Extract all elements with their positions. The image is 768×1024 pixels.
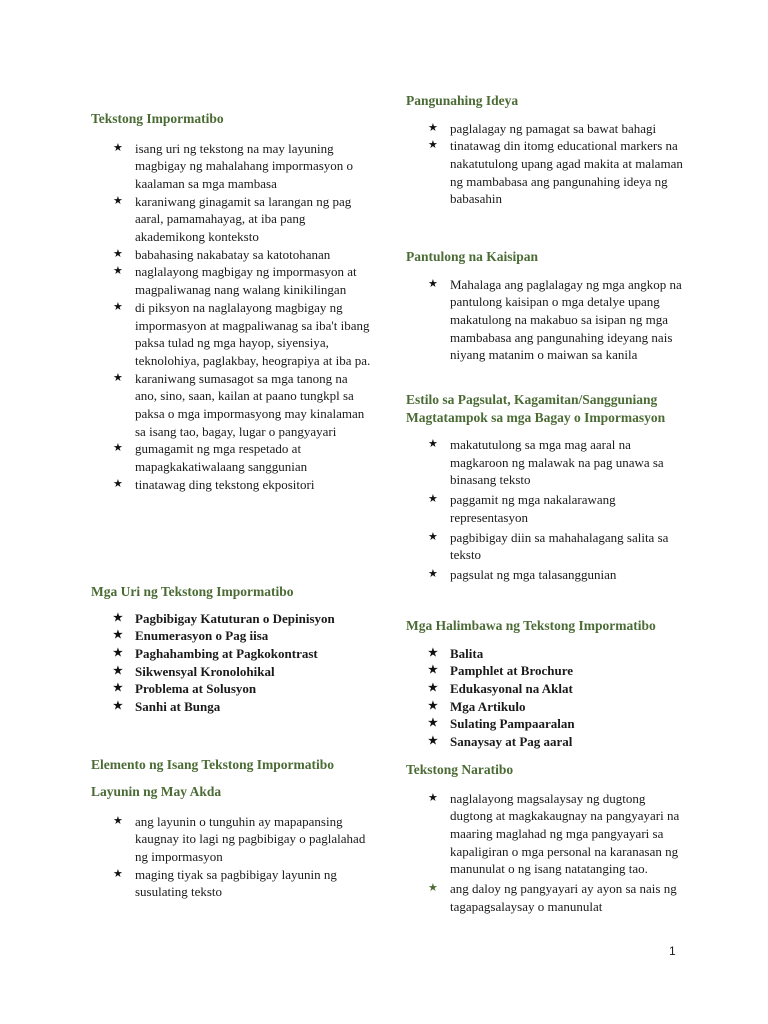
bullet-list [91, 610, 371, 716]
star-bullet-icon: ★ [113, 477, 123, 490]
list-item [428, 680, 691, 698]
bullet-list [91, 813, 371, 902]
star-bullet-icon: ★ [428, 882, 438, 895]
list-item [428, 436, 691, 489]
list-item-text: Sanhi at Bunga [135, 699, 221, 715]
list-item [428, 880, 691, 915]
list-item [428, 491, 691, 526]
list-item-text: naglalayong magbigay ng impormasyon at magpaliwanag nang walang kinikilingan [135, 264, 357, 298]
section-heading: Layunin ng May Akda [91, 784, 222, 799]
list-item-text: Pamphlet at Brochure [450, 663, 574, 679]
section-pangunahing-ideya [406, 92, 691, 208]
list-item [428, 566, 691, 584]
star-bullet-icon: ★ [428, 530, 438, 543]
list-item [113, 866, 371, 901]
star-bullet-icon: ★ [113, 629, 123, 642]
star-bullet-icon: ★ [113, 646, 123, 659]
star-bullet-icon: ★ [428, 438, 438, 450]
section-heading-line-1: Estilo sa Pagsulat, Kagamitan/Sangguniang [406, 392, 658, 407]
list-item [113, 698, 371, 716]
list-item [113, 246, 371, 264]
list-item-text: karaniwang ginagamit sa larangan ng pag aaral, pamamahayag, at iba pang akademikong konteksto [135, 193, 352, 245]
list-item-text: Mga Artikulo [450, 698, 526, 714]
star-bullet-icon: ★ [428, 791, 438, 804]
section-heading: Mga Uri ng Tekstong Impormatibo [91, 584, 294, 599]
list-item [113, 193, 371, 246]
list-item [113, 680, 371, 698]
star-bullet-icon: ★ [428, 139, 438, 152]
star-bullet-icon: ★ [113, 611, 123, 624]
list-item [428, 715, 691, 733]
star-bullet-icon: ★ [113, 300, 123, 313]
star-bullet-icon: ★ [113, 814, 123, 827]
star-bullet-icon: ★ [113, 700, 123, 713]
list-item [428, 698, 691, 716]
list-item-text: Sulating Pampaaralan [450, 716, 575, 732]
bullet-list [406, 276, 691, 365]
list-item-text: Edukasyonal na Aklat [450, 680, 573, 696]
list-item-text: paglalagay ng pamagat sa bawat bahagi [450, 120, 657, 136]
star-bullet-icon: ★ [113, 141, 123, 154]
star-bullet-icon: ★ [428, 664, 438, 677]
section-heading: Tekstong Naratibo [406, 762, 514, 777]
list-item-text: tinatawag din itomg educational markers na nakatutulong upang agad makita at malaman ng mambabasa ang pangunahing ideya ng babasahin [450, 138, 683, 207]
list-item-text: pagsulat ng mga talasanggunian [450, 566, 617, 582]
list-item [113, 440, 371, 475]
star-bullet-icon: ★ [428, 567, 438, 580]
list-item-text: maging tiyak sa pagbibigay layunin ng susulating teksto [135, 866, 337, 900]
star-bullet-icon: ★ [113, 371, 123, 384]
bullet-list [406, 436, 691, 584]
bullet-list [406, 790, 691, 916]
list-item-text: Problema at Solusyon [135, 681, 257, 697]
list-item-text: Mahalaga ang paglalagay ng mga angkop na pantulong kaisipan o mga detalye upang makatulong na makabuo sa isipan ng mga mambabasa ang pangunahing ideyang nais niyang matanim o maiwan sa kanila [450, 276, 682, 363]
section-heading: Pangunahing Ideya [406, 93, 519, 108]
bullet-list [406, 120, 691, 209]
list-item [428, 662, 691, 680]
star-bullet-icon: ★ [113, 194, 123, 207]
section-mga-uri [91, 583, 371, 716]
section-estilo [406, 391, 691, 584]
list-item-text: makatutulong sa mga mag aaral na magkaroon ng malawak na pag unawa sa binasang teksto [450, 437, 664, 488]
list-item [113, 140, 371, 193]
star-bullet-icon: ★ [113, 247, 123, 260]
list-item-text: isang uri ng tekstong na may layuning magbigay ng mahalahang impormasyon o kaalaman sa mga mambasa [135, 140, 354, 191]
star-bullet-icon: ★ [428, 681, 438, 694]
section-elemento [91, 756, 371, 774]
list-item-text: Balita [450, 645, 484, 661]
page-number: 1 [669, 944, 676, 958]
list-item-text: karaniwang sumasagot sa mga tanong na ano, sino, saan, kailan at paano tungkpl sa paksa o mga impormasyong may kinalaman sa isang tao, bagay, lugar o pangyayari [135, 370, 365, 439]
list-item [113, 299, 371, 370]
list-item [428, 733, 691, 751]
section-tekstong-impormatibo [91, 110, 371, 494]
list-item-text: Sanaysay at Pag aaral [450, 734, 573, 750]
list-item-text: gumagamit ng mga respetado at mapagkakatiwalaang sanggunian [135, 441, 308, 475]
star-bullet-icon: ★ [113, 265, 123, 278]
star-bullet-icon: ★ [113, 442, 123, 455]
section-naratibo [406, 761, 691, 915]
list-item [113, 813, 371, 866]
list-item [428, 137, 691, 208]
list-item-text: Enumerasyon o Pag iisa [135, 628, 269, 644]
list-item [428, 645, 691, 663]
list-item-text: ang layunin o tunguhin ay mapapansing kaugnay ito lagi ng pagbibigay o paglalahad ng impormasyon [135, 813, 366, 864]
section-heading: Tekstong Impormatibo [91, 111, 224, 126]
list-item-text: pagbibigay diin sa mahahalagang salita sa teksto [450, 529, 669, 563]
list-item-text: tinatawag ding tekstong ekpositori [135, 476, 315, 492]
section-heading: Pantulong na Kaisipan [406, 249, 539, 264]
list-item [113, 645, 371, 663]
section-heading: Elemento ng Isang Tekstong Impormatibo [91, 757, 335, 772]
list-item [113, 627, 371, 645]
section-layunin [91, 783, 371, 901]
star-bullet-icon: ★ [113, 682, 123, 695]
section-heading: Mga Halimbawa ng Tekstong Impormatibo [406, 618, 656, 633]
star-bullet-icon: ★ [428, 699, 438, 712]
list-item [113, 610, 371, 628]
star-bullet-icon: ★ [113, 867, 123, 880]
star-bullet-icon: ★ [428, 277, 438, 290]
list-item [113, 370, 371, 441]
list-item-text: Paghahambing at Pagkokontrast [135, 645, 318, 661]
list-item-text: Pagbibigay Katuturan o Depinisyon [135, 610, 335, 626]
star-bullet-icon: ★ [428, 493, 438, 506]
section-halimbawa [406, 617, 691, 751]
bullet-list [91, 140, 371, 494]
star-bullet-icon: ★ [428, 717, 438, 730]
list-item [428, 529, 691, 564]
bullet-list [406, 645, 691, 751]
list-item-text: di piksyon na naglalayong magbigay ng impormasyon at magpaliwanag sa iba't ibang paksa tulad ng mga hayop, siyensiya, teknolohiya, paglakbay, heograpiya at iba pa. [135, 299, 371, 368]
star-bullet-icon: ★ [428, 646, 438, 659]
list-item [428, 120, 691, 138]
list-item-text: ang daloy ng pangyayari ay ayon sa nais ng tagapagsalaysay o manunulat [450, 881, 677, 914]
list-item-text: babahasing nakabatay sa katotohanan [135, 246, 331, 262]
list-item [113, 263, 371, 298]
list-item [113, 476, 371, 494]
star-bullet-icon: ★ [428, 735, 438, 748]
list-item [428, 276, 691, 365]
section-pantulong [406, 248, 691, 364]
list-item [428, 790, 691, 879]
list-item-text: Sikwensyal Kronolohikal [135, 663, 275, 679]
list-item-text: paggamit ng mga nakalarawang representasyon [450, 492, 616, 525]
star-bullet-icon: ★ [113, 664, 123, 677]
list-item [113, 663, 371, 681]
list-item-text: naglalayong magsalaysay ng dugtong dugtong at magkakaugnay na pangyayari na maaring maglahad ng mga pangyayari sa kapaligiran o mga personal na karanasan ng manunulat o ng isang natatanging tao. [450, 790, 680, 877]
star-bullet-icon: ★ [428, 121, 438, 134]
section-heading-line-2: Magtatampok sa mga Bagay o Impormasyon [406, 409, 666, 425]
